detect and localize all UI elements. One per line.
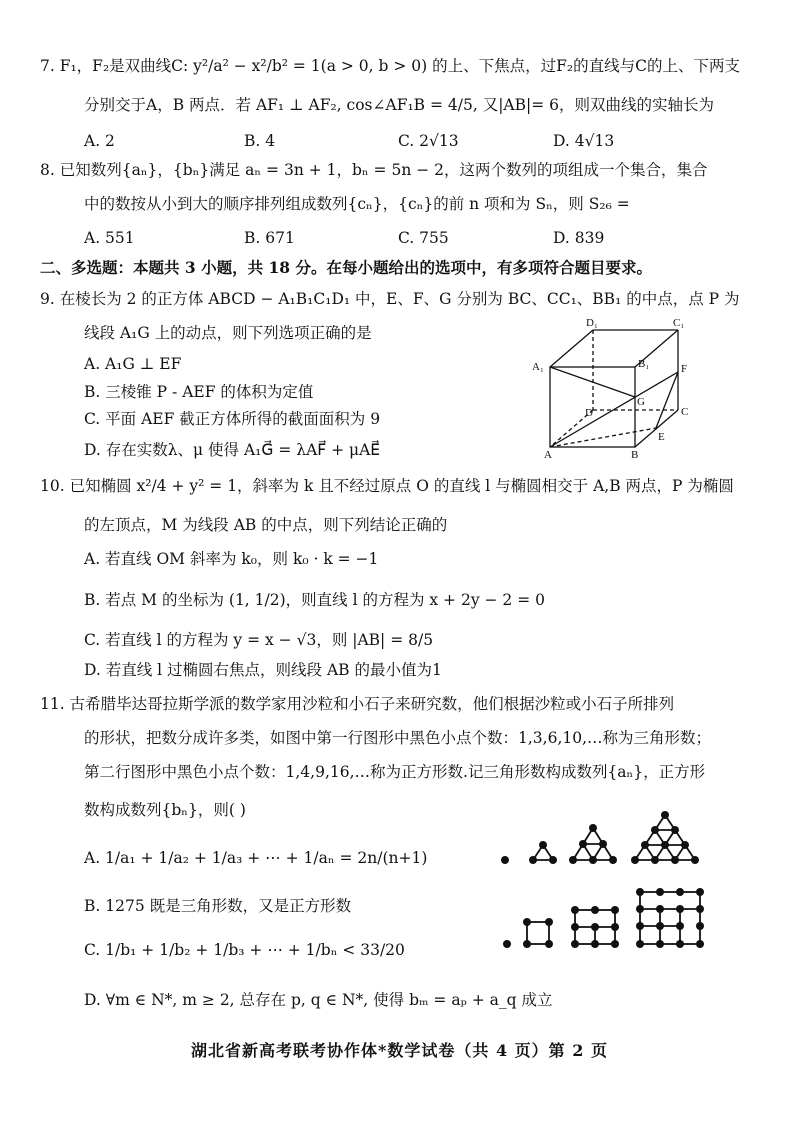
q11-line1: 11. 古希腊毕达哥拉斯学派的数学家用沙粒和小石子来研究数，他们根据沙粒或小石子所排列 xyxy=(40,695,675,713)
section-heading-multiple-choice: 二、多选题：本题共 3 小题，共 18 分。在每小题给出的选项中，有多项符合题目要求。 xyxy=(40,258,652,277)
label-d: D xyxy=(585,407,593,419)
q11-option-a: A. 1/a₁ + 1/a₂ + 1/a₃ + ⋯ + 1/aₙ = 2n/(n+1) xyxy=(84,849,428,867)
label-c1: C₁ xyxy=(673,317,685,329)
q9-option-a: A. A₁G ⊥ EF xyxy=(84,355,182,373)
q9-line1: 9. 在棱长为 2 的正方体 ABCD − A₁B₁C₁D₁ 中，E、F、G 分别为 BC、CC₁、BB₁ 的中点，点 P 为 xyxy=(40,290,740,308)
cube-figure xyxy=(530,315,710,460)
label-a: A xyxy=(544,449,552,460)
q11-option-b: B. 1275 既是三角形数，又是正方形数 xyxy=(84,897,352,915)
q11-option-c: C. 1/b₁ + 1/b₂ + 1/b₃ + ⋯ + 1/bₙ < 33/20 xyxy=(84,941,405,959)
q11-line4: 数构成数列{bₙ}，则( ) xyxy=(84,801,246,819)
q7-option-a: A. 2 xyxy=(84,132,115,150)
label-g: G xyxy=(637,396,645,408)
q11-option-d: D. ∀m ∈ N*, m ≥ 2, 总存在 p, q ∈ N*, 使得 bₘ = aₚ + a_q 成立 xyxy=(84,991,553,1009)
q10-option-d: D. 若直线 l 过椭圆右焦点，则线段 AB 的最小值为1 xyxy=(84,661,442,679)
q8-line1: 8. 已知数列{aₙ}，{bₙ}满足 aₙ = 3n + 1，bₙ = 5n − 2，这两个数列的项组成一个集合，集合 xyxy=(40,161,708,179)
q8-option-d: D. 839 xyxy=(553,229,605,247)
label-e: E xyxy=(658,431,665,443)
page-footer: 湖北省新高考联考协作体*数学试卷（共 4 页）第 2 页 xyxy=(191,1041,608,1060)
q10-option-a: A. 若直线 OM 斜率为 k₀，则 k₀ · k = −1 xyxy=(84,550,379,568)
q8-option-b: B. 671 xyxy=(244,229,295,247)
q7-option-c: C. 2√13 xyxy=(398,132,459,150)
q7-option-d: D. 4√13 xyxy=(553,132,615,150)
q10-line1: 10. 已知椭圆 x²/4 + y² = 1，斜率为 k 且不经过原点 O 的直线 l 与椭圆相交于 A,B 两点，P 为椭圆 xyxy=(40,477,734,495)
q8-option-a: A. 551 xyxy=(84,229,135,247)
q9-option-c: C. 平面 AEF 截正方体所得的截面面积为 9 xyxy=(84,410,381,428)
q10-option-b: B. 若点 M 的坐标为 (1, 1/2)，则直线 l 的方程为 x + 2y − 2 = 0 xyxy=(84,591,545,609)
q7-line1: 7. F₁，F₂是双曲线C: y²/a² − x²/b² = 1(a > 0, b > 0) 的上、下焦点，过F₂的直线与C的上、下两支 xyxy=(40,57,740,75)
label-f: F xyxy=(681,363,688,375)
q9-option-d: D. 存在实数λ、μ 使得 A₁G⃗ = λAF⃗ + μAE⃗ xyxy=(84,441,381,459)
q8-option-c: C. 755 xyxy=(398,229,449,247)
label-a1: A₁ xyxy=(532,361,544,373)
label-b1: B₁ xyxy=(638,358,650,370)
q9-line2: 线段 A₁G 上的动点，则下列选项正确的是 xyxy=(84,324,372,342)
q7-option-b: B. 4 xyxy=(244,132,276,150)
q9-option-b: B. 三棱锥 P - AEF 的体积为定值 xyxy=(84,383,314,401)
q8-line2: 中的数按从小到大的顺序排列组成数列{cₙ}，{cₙ}的前 n 项和为 Sₙ，则 S₂₆ = xyxy=(84,195,630,213)
label-c: C xyxy=(681,406,689,418)
label-d1: D₁ xyxy=(586,317,598,329)
q11-line3: 第二行图形中黑色小点个数：1,4,9,16,…称为正方形数.记三角形数构成数列{aₙ}，正方形 xyxy=(84,763,706,781)
q7-line2: 分别交于A，B 两点．若 AF₁ ⊥ AF₂, cos∠AF₁B = 4/5, 又|AB|= 6，则双曲线的实轴长为 xyxy=(84,96,714,114)
figurate-numbers-figure xyxy=(495,810,725,960)
q10-line2: 的左顶点，M 为线段 AB 的中点，则下列结论正确的 xyxy=(84,516,448,534)
q10-option-c: C. 若直线 l 的方程为 y = x − √3，则 |AB| = 8/5 xyxy=(84,631,434,649)
label-b: B xyxy=(631,449,639,460)
q11-line2: 的形状，把数分成许多类，如图中第一行图形中黑色小点个数：1,3,6,10,…称为三角形数； xyxy=(84,729,712,747)
